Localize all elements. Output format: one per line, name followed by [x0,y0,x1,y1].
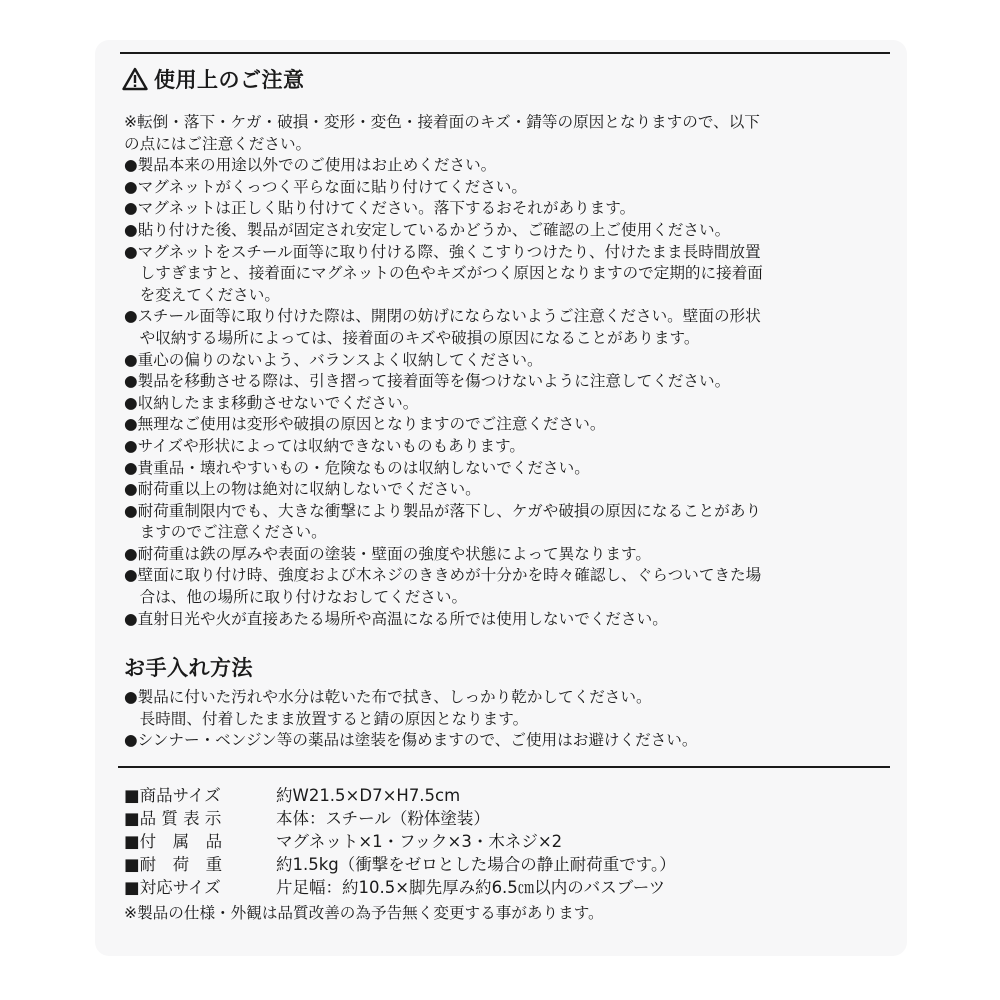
caution-line: ●マグネットをスチール面等に取り付ける際、強くこすりつけたり、付けたまま長時間放置 [124,242,761,261]
caution-line: ●貴重品・壊れやすいもの・危険なものは収納しないでください。 [124,458,590,477]
spec-value: 約W21.5×D7×H7.5cm [276,786,461,805]
top-divider [120,52,890,54]
care-line: ●製品に付いた汚れや水分は乾いた布で拭き、しっかり乾かしてください。 [124,688,652,706]
caution-line: ●直射日光や火が直接あたる場所や高温になる所では使用しないでください。 [124,609,668,628]
care-heading: お手入れ方法 [124,656,253,680]
spec-label: ■対応サイズ [124,878,221,897]
spec-row [124,784,676,807]
caution-line: ●貼り付けた後、製品が固定され安定しているかどうか、ご確認の上ご使用ください。 [124,220,731,239]
caution-line: ●サイズや形状によっては収納できないものもあります。 [124,436,525,455]
caution-line: ●製品本来の用途以外でのご使用はお止めください。 [124,156,497,175]
spec-table [124,784,676,899]
caution-line: ●製品を移動させる際は、引き摺って接着面等を傷つけないように注意してください。 [124,372,731,391]
spec-value: マグネット×1・フック×3・木ネジ×2 [276,832,563,851]
caution-line: を変えてください。 [124,285,280,304]
care-line: 長時間、付着したまま放置すると錆の原因となります。 [124,709,529,728]
spec-row [124,876,676,899]
caution-line: ●壁面に取り付け時、強度および木ネジのききめが十分かを時々確認し、ぐらついてきた場 [124,566,762,585]
middle-divider [118,766,890,768]
spec-label: ■商品サイズ [124,786,221,805]
spec-label: ■付 属 品 [124,832,223,851]
spec-label: ■品 質 表 示 [124,809,222,828]
caution-line: や収納する場所によっては、接着面のキズや破損の原因になることがあります。 [124,328,700,347]
caution-line: ●収納したまま移動させないでください。 [124,393,419,412]
caution-line: ●耐荷重以上の物は絶対に収納しないでください。 [124,480,481,499]
caution-line: ※転倒・落下・ケガ・破損・変形・変色・接着面のキズ・錆等の原因となりますので、以下 [124,113,760,131]
spec-label: ■耐 荷 重 [124,855,223,874]
caution-line: ●スチール面等に取り付けた際は、開閉の妨げにならないようご注意ください。壁面の形状 [124,307,761,326]
caution-line: ●無理なご使用は変形や破損の原因となりますのでご注意ください。 [124,415,606,434]
care-list [124,687,698,752]
warning-triangle-icon [122,67,148,91]
spec-footnote: ※製品の仕様・外観は品質改善の為予告無く変更する事があります。 [124,904,604,922]
caution-line: の点にはご注意ください。 [124,134,312,153]
caution-line: 合は、他の場所に取り付けなおしてください。 [124,588,468,607]
care-line: ●シンナー・ベンジン等の薬品は塗装を傷めますので、ご使用はお避けください。 [124,731,698,750]
spec-value: 本体：スチール（粉体塗装） [276,809,490,828]
caution-line: ●マグネットがくっつく平らな面に貼り付けてください。 [124,177,527,196]
caution-line: ●耐荷重制限内でも、大きな衝撃により製品が落下し、ケガや破損の原因になることがあり [124,501,762,520]
spec-row [124,853,676,876]
caution-heading [122,64,305,94]
caution-list [124,112,763,630]
spec-value: 約1.5kg（衝撃をゼロとした場合の静止耐荷重です。） [276,855,676,874]
caution-line: ●マグネットは正しく貼り付けてください。落下するおそれがあります。 [124,199,636,218]
caution-line: ますのでご注意ください。 [124,523,327,542]
spec-row [124,830,676,853]
spec-row [124,807,676,830]
caution-line: しすぎますと、接着面にマグネットの色やキズがつく原因となりますので定期的に接着面 [124,264,763,283]
caution-title: 使用上のご注意 [154,68,305,92]
spec-value: 片足幅：約10.5×脚先厚み約6.5㎝以内のバスブーツ [276,878,666,897]
caution-line: ●重心の偏りのないよう、バランスよく収納してください。 [124,350,543,369]
caution-line: ●耐荷重は鉄の厚みや表面の塗装・壁面の強度や状態によって異なります。 [124,544,651,563]
